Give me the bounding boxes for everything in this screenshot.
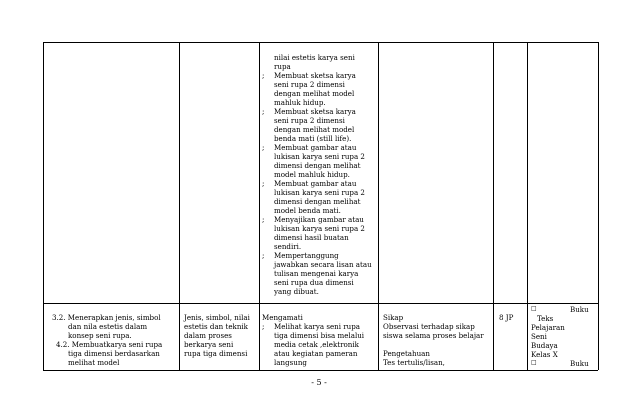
activity-line: Membuat gambar atau — [274, 179, 357, 188]
activity-line: dimensi hasil buatan — [274, 233, 349, 242]
activity-line: lukisan karya seni rupa 2 — [274, 152, 365, 161]
table-top-border — [43, 42, 598, 43]
source-line: Pelajaran — [531, 323, 565, 332]
competency-line: tiga dimensi berdasarkan — [68, 349, 160, 358]
activity-bullet: ; — [262, 107, 265, 116]
competency-line: melihat model — [68, 358, 120, 367]
row-divider — [43, 303, 598, 304]
source-line: Seni — [531, 332, 547, 341]
activity-bullet: ; — [262, 215, 265, 224]
activity-line: mahluk hidup. — [274, 98, 326, 107]
table-right-border — [598, 42, 599, 370]
table-left-border — [43, 42, 44, 370]
activity-bullet: ; — [262, 322, 265, 331]
source-line: Buku — [570, 305, 589, 314]
activity-bullet: ; — [262, 251, 265, 260]
material-line: Jenis, simbol, nilai — [184, 313, 250, 322]
activity-bullet: ; — [262, 179, 265, 188]
competency-line: 4.2. Membuatkarya seni rupa — [56, 340, 163, 349]
material-line: dalam proses — [184, 331, 232, 340]
activity-line: langsung — [274, 358, 307, 367]
activity-line: tulisan mengenai karya — [274, 269, 359, 278]
assessment-line: siswa selama proses belajar — [383, 331, 484, 340]
activity-line: model benda mati. — [274, 206, 341, 215]
activity-line: nilai estetis karya seni — [274, 53, 355, 62]
activity-line: sendiri. — [274, 242, 302, 251]
activity-line: seni rupa 2 dimensi — [274, 80, 345, 89]
activity-line: Membuat gambar atau — [274, 143, 357, 152]
activity-line: Membuat sketsa karya — [274, 71, 356, 80]
activity-line: yang dibuat. — [274, 287, 319, 296]
checkbox-icon: □ — [531, 359, 537, 366]
source-line: Budaya — [531, 341, 558, 350]
source-line: Teks — [537, 314, 554, 323]
activity-line: Mempertanggung — [274, 251, 339, 260]
time-allocation: 8 JP — [499, 313, 514, 322]
activity-line: lukisan karya seni rupa 2 — [274, 188, 365, 197]
competency-line: konsep seni rupa. — [68, 331, 132, 340]
activity-line: Melihat karya seni rupa — [274, 322, 360, 331]
activity-line: model mahluk hidup. — [274, 170, 350, 179]
column-divider — [179, 42, 180, 370]
activity-line: atau kegiatan pameran — [274, 349, 358, 358]
activity-line: media cetak ,elektronik — [274, 340, 359, 349]
activity-line: dengan melihat model — [274, 89, 355, 98]
activity-line: dimensi dengan melihat — [274, 197, 361, 206]
column-divider — [259, 42, 260, 370]
activity-line: rupa — [274, 62, 291, 71]
assessment-line: Tes tertulis/lisan, — [383, 358, 445, 367]
source-line: Buku — [570, 359, 589, 368]
source-line: Kelas X — [531, 350, 558, 359]
material-line: rupa tiga dimensi — [184, 349, 248, 358]
table-bottom-border — [43, 370, 598, 371]
activity-line: lukisan karya seni rupa 2 — [274, 224, 365, 233]
column-divider — [493, 42, 494, 370]
activity-line: dengan melihat model — [274, 125, 355, 134]
competency-line: dan nila estetis dalam — [68, 322, 148, 331]
column-divider — [527, 42, 528, 370]
activity-line: tiga dimensi bisa melalui — [274, 331, 365, 340]
activity-line: seni rupa dua dimensi — [274, 278, 354, 287]
activity-line: Membuat sketsa karya — [274, 107, 356, 116]
activity-line: dimensi dengan melihat — [274, 161, 361, 170]
assessment-line: Sikap — [383, 313, 404, 322]
activity-line: jawabkan secara lisan atau — [274, 260, 372, 269]
activity-bullet: ; — [262, 71, 265, 80]
material-line: estetis dan teknik — [184, 322, 248, 331]
column-divider — [378, 42, 379, 370]
competency-line: 3.2. Menerapkan jenis, simbol — [52, 313, 161, 322]
page-number: - 5 - — [311, 378, 327, 387]
activity-heading: Mengamati — [262, 313, 303, 322]
assessment-line: Observasi terhadap sikap — [383, 322, 475, 331]
activity-line: benda mati (still life). — [274, 134, 352, 143]
material-line: berkarya seni — [184, 340, 234, 349]
assessment-line: Pengetahuan — [383, 349, 430, 358]
activity-bullet: ; — [262, 143, 265, 152]
checkbox-icon: □ — [531, 305, 537, 312]
activity-line: seni rupa 2 dimensi — [274, 116, 345, 125]
activity-line: Menyajikan gambar atau — [274, 215, 364, 224]
